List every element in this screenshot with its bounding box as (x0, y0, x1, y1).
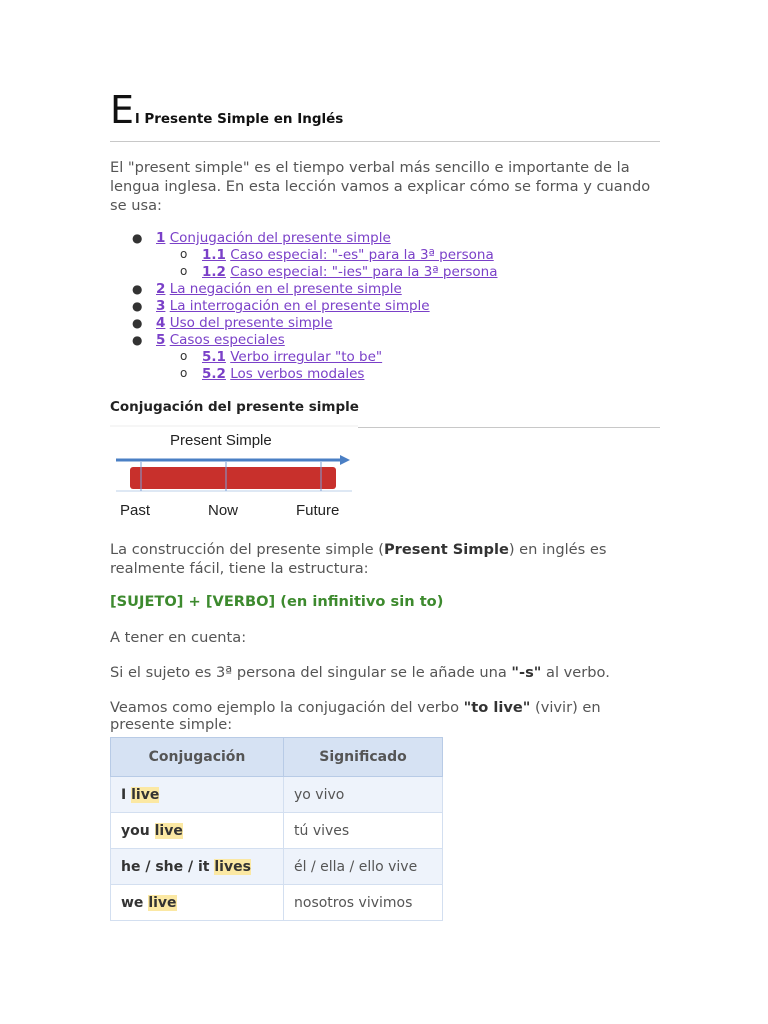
toc-number[interactable]: 5.2 (202, 366, 226, 382)
diagram-title: Present Simple (170, 432, 272, 449)
verb-highlight: lives (214, 858, 251, 875)
formula: [SUJETO] + [VERBO] (en infinitivo sin to) (110, 593, 444, 610)
toc-link[interactable]: Caso especial: "-ies" para la 3ª persona (230, 264, 498, 280)
toc-link[interactable]: La interrogación en el presente simple (169, 298, 430, 314)
example-paragraph: Veamos como ejemplo la conjugación del verbo "to live" (vivir) en presente simple: (110, 699, 601, 733)
table-row (111, 777, 443, 813)
bullet-icon: ● (132, 282, 143, 296)
circle-bullet-icon: o (180, 366, 188, 380)
label-future: Future (296, 502, 340, 519)
bullet-icon: ● (132, 299, 143, 313)
toc-link[interactable]: Verbo irregular "to be" (230, 349, 383, 365)
title-initial: E (110, 88, 135, 132)
toc-item[interactable] (110, 298, 660, 315)
meaning-cell: nosotros vivimos (284, 885, 443, 921)
verb-highlight: live (154, 822, 183, 839)
note-heading: A tener en cuenta: (110, 629, 247, 646)
circle-bullet-icon: o (180, 247, 188, 261)
toc-number[interactable]: 1 (156, 230, 166, 246)
toc-item[interactable] (110, 332, 660, 349)
page-title (110, 88, 343, 132)
conjugation-cell: we live (111, 885, 284, 921)
toc-number[interactable]: 3 (156, 298, 166, 314)
toc-number[interactable]: 5.1 (202, 349, 226, 365)
toc-item[interactable] (110, 366, 660, 383)
verb-highlight: live (148, 894, 177, 911)
timeline-diagram (110, 424, 358, 524)
circle-bullet-icon: o (180, 264, 188, 278)
rule-paragraph: Si el sujeto es 3ª persona del singular se le añade una "-s" al verbo. (110, 664, 610, 681)
toc-link[interactable]: Conjugación del presente simple (169, 230, 391, 246)
toc-item[interactable] (110, 230, 660, 247)
bullet-icon: ● (132, 333, 143, 347)
toc-number[interactable]: 2 (156, 281, 166, 297)
section-heading: Conjugación del presente simple (110, 399, 359, 415)
toc-item[interactable] (110, 247, 660, 264)
verb-highlight: live (131, 786, 160, 803)
title-text: l Presente Simple en Inglés (135, 111, 344, 127)
divider (110, 141, 660, 142)
toc-item[interactable] (110, 349, 660, 366)
meaning-cell: yo vivo (284, 777, 443, 813)
label-past: Past (120, 502, 151, 519)
column-header: Conjugación (111, 738, 284, 777)
toc-link[interactable]: La negación en el presente simple (169, 281, 402, 297)
timeline-bar (130, 467, 336, 489)
toc-item[interactable] (110, 264, 660, 281)
table-row (111, 849, 443, 885)
conjugation-cell: you live (111, 813, 284, 849)
label-now: Now (208, 502, 239, 519)
divider (358, 427, 660, 428)
toc-number[interactable]: 1.2 (202, 264, 226, 280)
meaning-cell: tú vives (284, 813, 443, 849)
table-row (111, 813, 443, 849)
intro-paragraph: El "present simple" es el tiempo verbal más sencillo e importante de la lengua inglesa. En esta lección vamos a explicar cómo se forma y cuando se usa: (110, 159, 651, 214)
toc-link[interactable]: Casos especiales (169, 332, 285, 348)
toc-link[interactable]: Los verbos modales (230, 366, 365, 382)
conjugation-cell: I live (111, 777, 284, 813)
toc-item[interactable] (110, 315, 660, 332)
table-row (111, 885, 443, 921)
table-of-contents (110, 230, 660, 383)
toc-link[interactable]: Caso especial: "-es" para la 3ª persona (230, 247, 494, 263)
toc-number[interactable]: 4 (156, 315, 166, 331)
toc-number[interactable]: 1.1 (202, 247, 226, 263)
column-header: Significado (284, 738, 443, 777)
toc-number[interactable]: 5 (156, 332, 166, 348)
circle-bullet-icon: o (180, 349, 188, 363)
bullet-icon: ● (132, 231, 143, 245)
conjugation-table (110, 737, 443, 921)
table-header-row (111, 738, 443, 777)
structure-paragraph: La construcción del presente simple (Present Simple) en inglés es realmente fácil, tiene la estructura: (110, 541, 607, 577)
meaning-cell: él / ella / ello vive (284, 849, 443, 885)
toc-item[interactable] (110, 281, 660, 298)
toc-link[interactable]: Uso del presente simple (169, 315, 333, 331)
arrow-head-icon (340, 455, 350, 465)
conjugation-cell: he / she / it lives (111, 849, 284, 885)
bullet-icon: ● (132, 316, 143, 330)
